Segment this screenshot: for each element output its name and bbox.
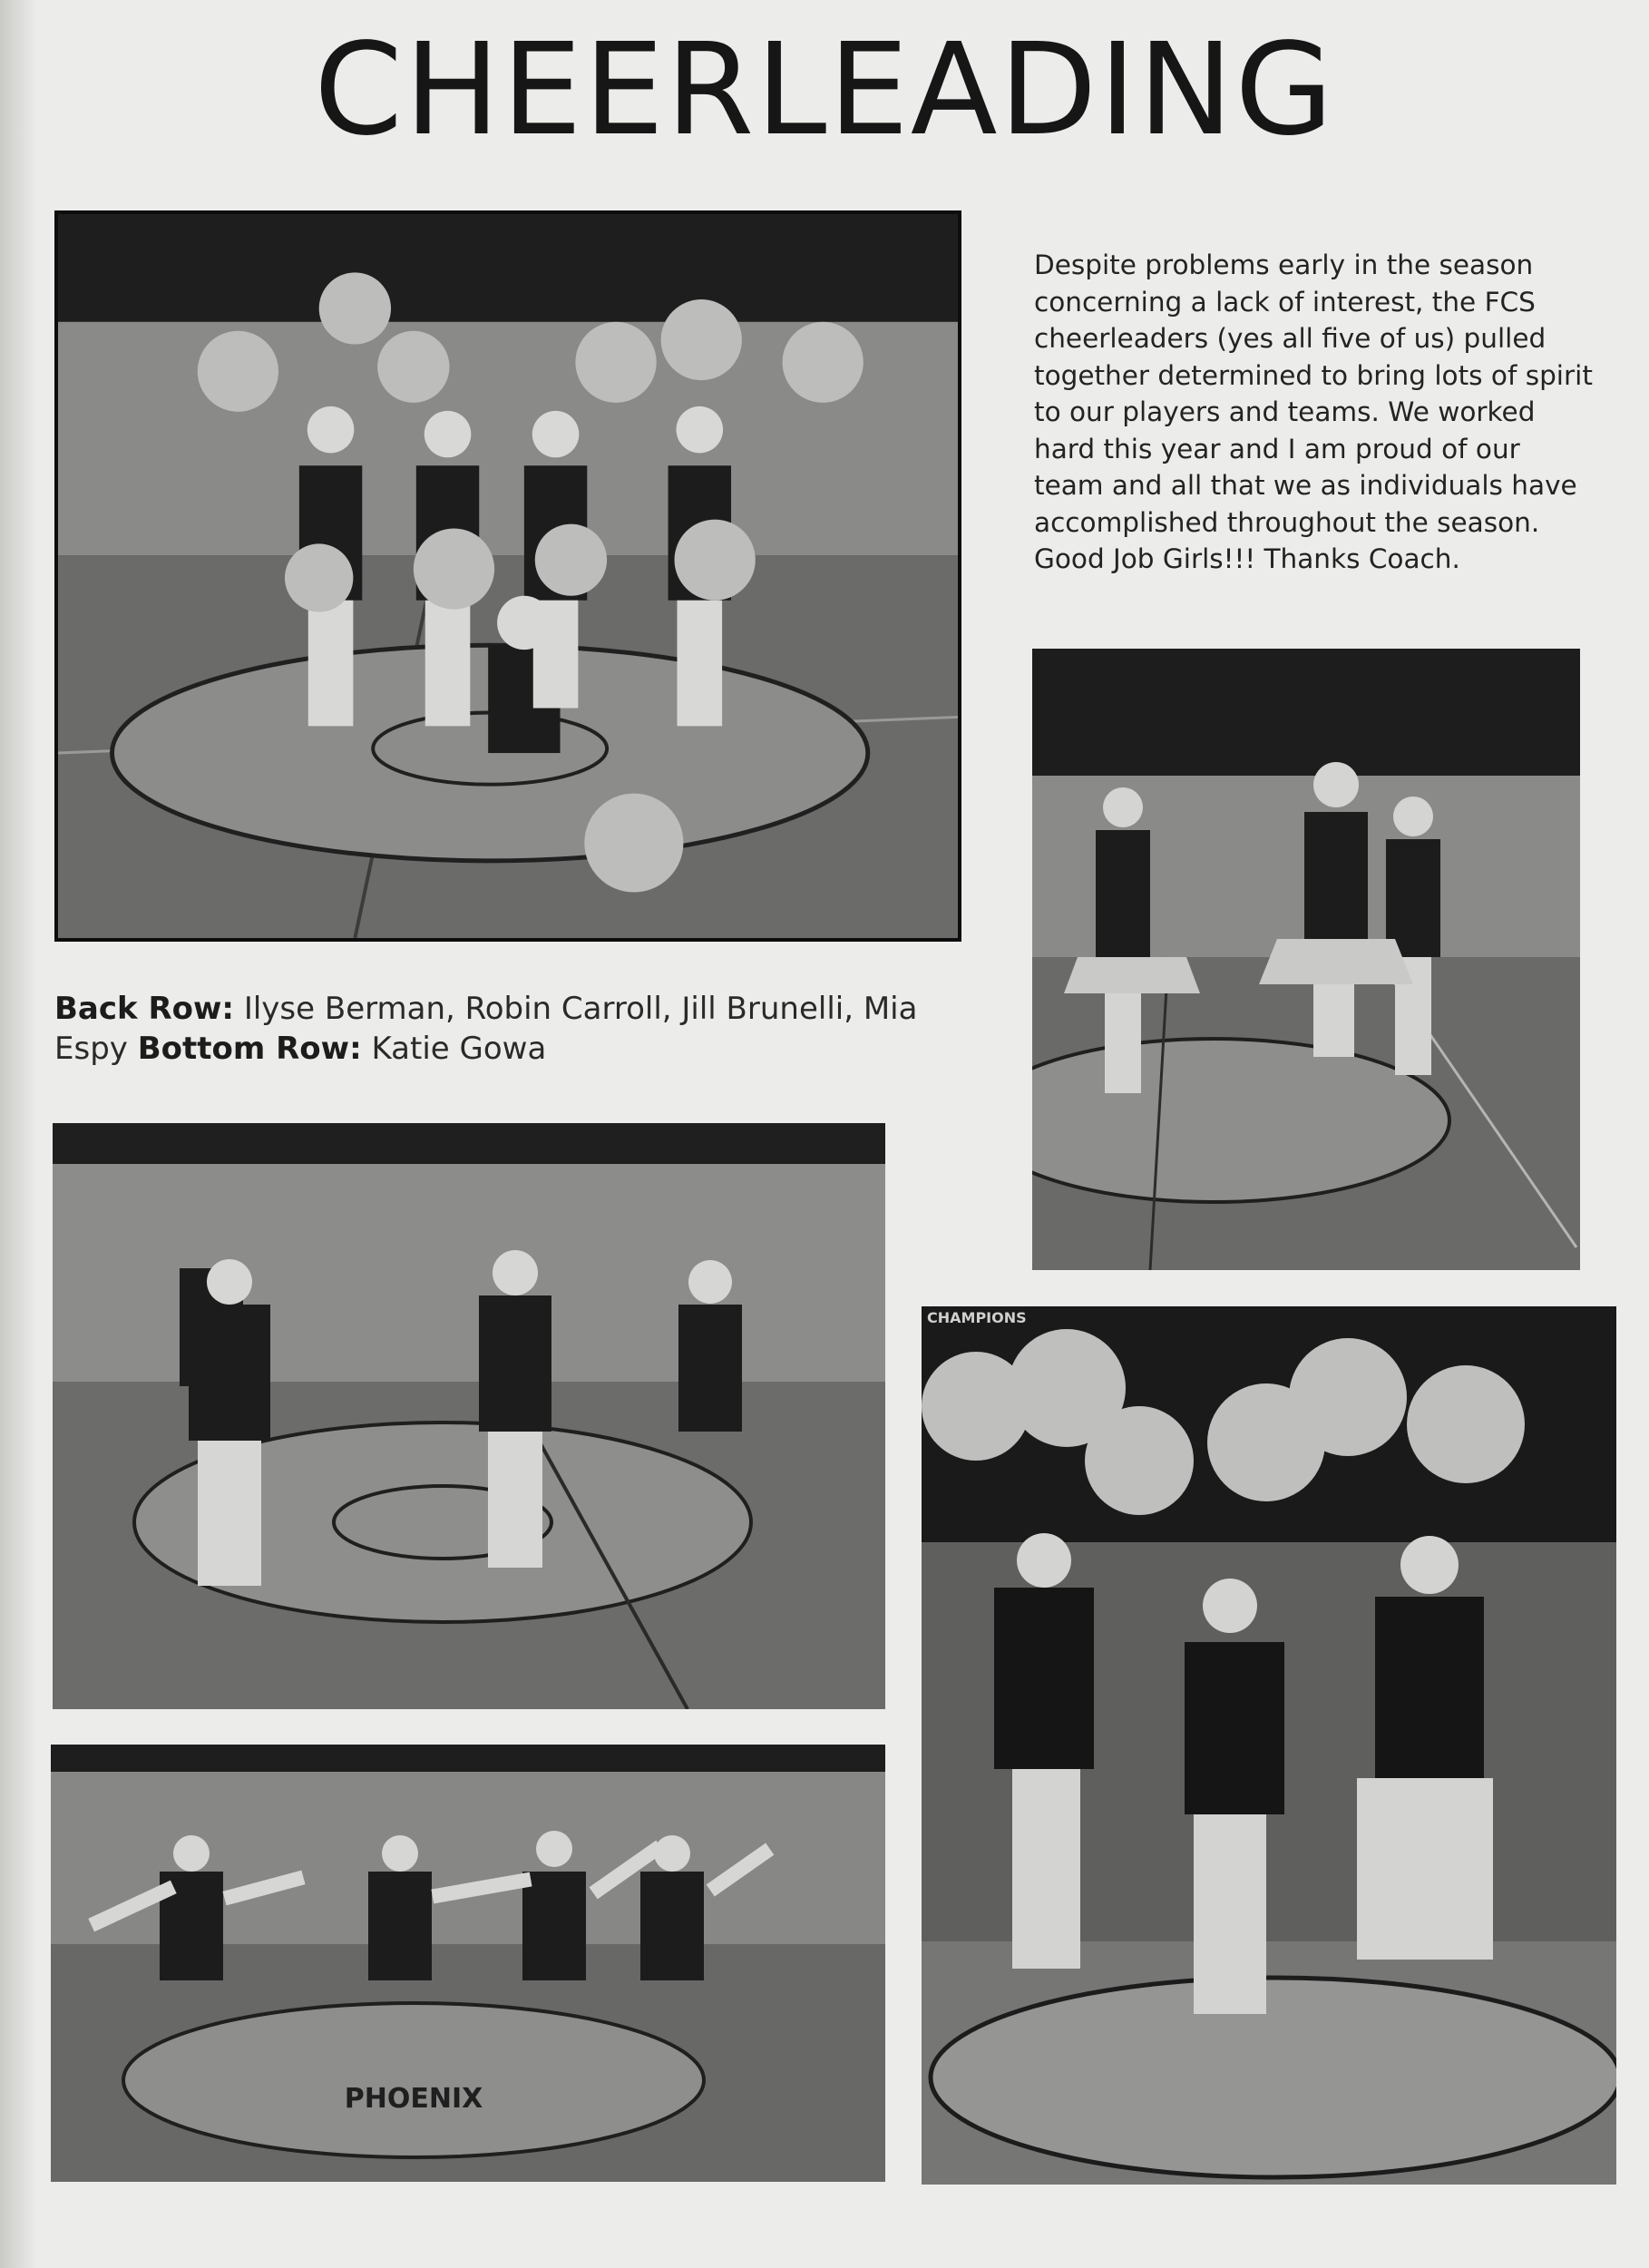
court-logo-text: PHOENIX (344, 2083, 483, 2115)
cheer-routine-photo-image (53, 1123, 885, 1709)
cheer-line-photo (51, 1745, 885, 2182)
back-row-label: Back Row: (54, 991, 235, 1027)
bottom-row-label: Bottom Row: (137, 1031, 362, 1067)
pom-pom-jump-photo (922, 1306, 1616, 2185)
intro-paragraph: Despite problems early in the season concerning a lack of interest, the FCS cheerleaders (yes all five of us) pulled together determined to bring lots of spirit to our players and teams. We worked hard this year and I am proud of our team and all that we as individuals have accomplished throughout the season. Good Job Girls!!! Thanks Coach. (1034, 249, 1593, 574)
team-group-photo-image (58, 214, 958, 938)
team-photo-caption (54, 989, 961, 1069)
page-title: CHEERLEADING (314, 16, 1335, 164)
team-group-photo (54, 210, 961, 942)
cheer-line-photo-image (51, 1745, 885, 2182)
bottom-row-names: Katie Gowa (371, 1031, 547, 1067)
pom-pom-jump-photo-image (922, 1306, 1616, 2185)
page-gutter-shadow (0, 0, 36, 2268)
championship-banner: CHAMPIONS (927, 1309, 1027, 1326)
cheer-jump-photo-image (1032, 649, 1580, 1270)
cheer-jump-photo (1032, 649, 1580, 1270)
cheer-routine-photo (53, 1123, 885, 1709)
back-row-names: Ilyse Berman, Robin Carroll, Jill Brunelli, Mia Espy (54, 991, 918, 1067)
